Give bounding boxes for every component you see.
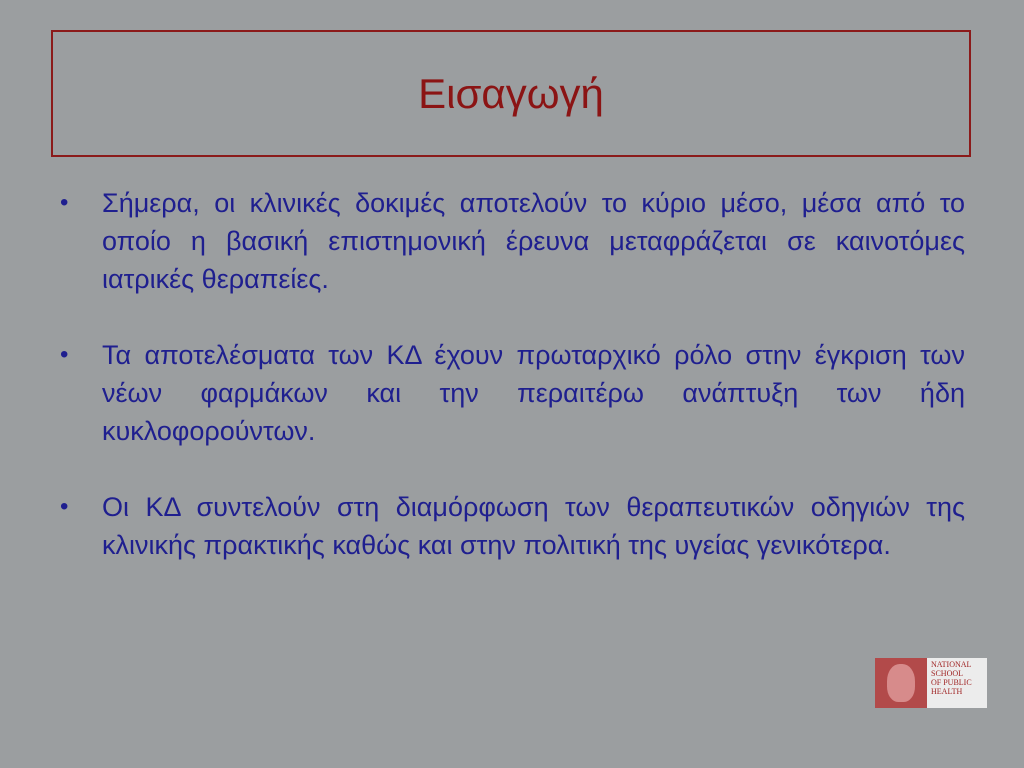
logo-line: HEALTH [931,687,963,696]
title-box [51,30,971,157]
logo-line: SCHOOL [931,669,964,678]
bullet-icon: • [60,341,69,368]
logo-line: NATIONAL [931,660,972,669]
bullet-text: Σήμερα, οι κλινικές δοκιμές αποτελούν το κύριο μέσο, μέσα από το οποίο η βασική επιστημονική έρευνα μεταφράζεται σε καινοτόμες ιατρικές θεραπείες. [102,188,965,294]
bullet-text: Οι ΚΔ συντελούν στη διαμόρφωση των θεραπευτικών οδηγιών της κλινικής πρακτικής καθώς και στην πολιτική της υγείας γενικότερα. [102,492,965,560]
logo-line: OF PUBLIC [931,678,972,687]
bullet-item [60,488,965,564]
bullet-icon: • [60,493,69,520]
slide-title: Εισαγωγή [418,69,604,117]
school-logo [875,658,987,708]
bullet-item [60,184,965,298]
bullet-icon: • [60,189,69,216]
logo-text [927,658,987,708]
bullet-item [60,336,965,450]
logo-portrait-icon [875,658,927,708]
bullet-list [60,184,965,602]
bullet-text: Τα αποτελέσματα των ΚΔ έχουν πρωταρχικό ρόλο στην έγκριση των νέων φαρμάκων και την περαιτέρω ανάπτυξη των ήδη κυκλοφορούντων. [102,340,965,446]
